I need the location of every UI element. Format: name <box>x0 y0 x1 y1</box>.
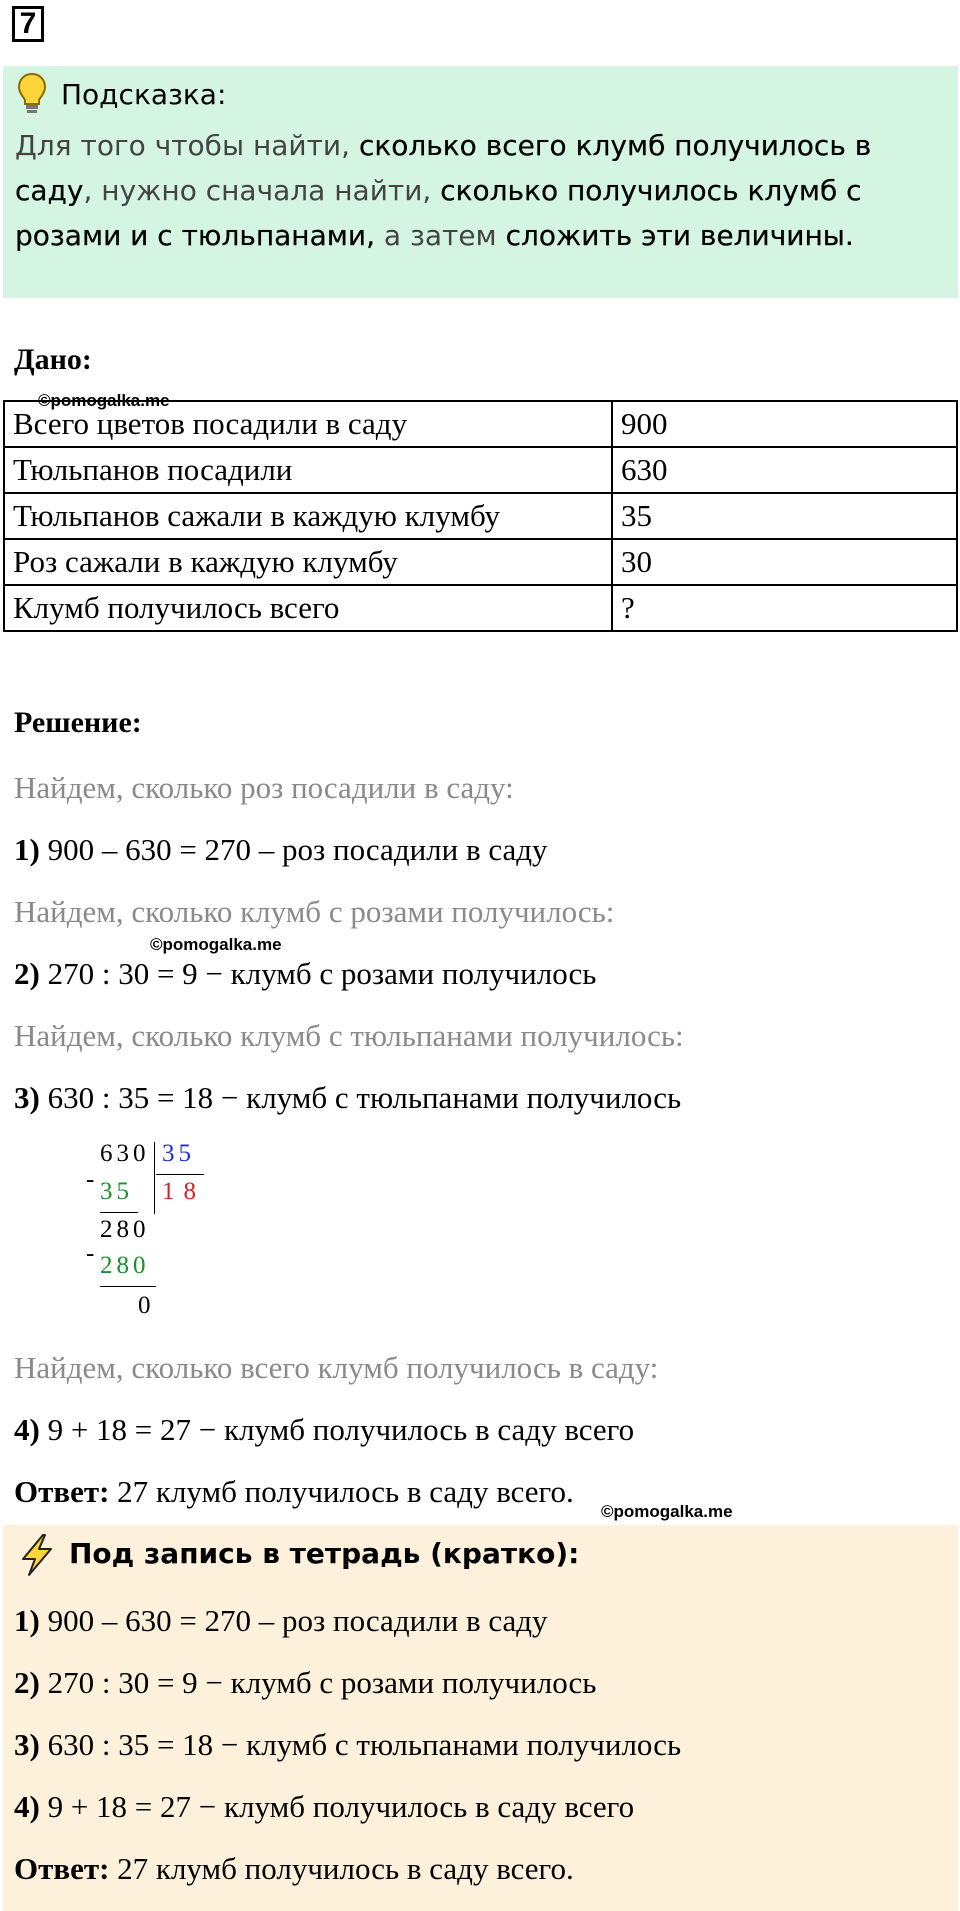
answer-label: Ответ: <box>14 1474 110 1509</box>
quotient: 18 <box>162 1178 205 1205</box>
step-number: 3) <box>14 1727 40 1762</box>
notes-step-4 <box>14 1789 634 1825</box>
task-number: 7 <box>12 6 44 42</box>
step-number: 2) <box>14 1665 40 1700</box>
step-number: 2) <box>14 956 40 991</box>
watermark: ©pomogalka.me <box>38 391 170 410</box>
step-number: 4) <box>14 1789 40 1824</box>
answer-text: 27 клумб получилось в саду всего. <box>109 1851 574 1886</box>
step-text: 900 – 630 = 270 – роз посадили в саду <box>39 832 548 867</box>
solution-heading: Решение: <box>14 706 142 739</box>
table-row <box>4 539 957 585</box>
step-number: 1) <box>14 1603 40 1638</box>
explain-step-3: Найдем, сколько клумб с тюльпанами получилось: <box>14 1018 684 1053</box>
hint-text <box>15 123 915 258</box>
notes-title: Под запись в тетрадь (кратко): <box>69 1537 580 1570</box>
divisor: 35 <box>162 1140 195 1167</box>
hint-title: Подсказка: <box>61 78 227 111</box>
solution-step-4 <box>14 1412 634 1448</box>
given-heading: Дано: <box>14 343 92 376</box>
step-text: 630 : 35 = 18 − клумб с тюльпанами получилось <box>39 1080 682 1115</box>
notes-step-2 <box>14 1665 596 1701</box>
long-division <box>86 1140 206 1330</box>
answer-label: Ответ: <box>14 1851 110 1886</box>
step-text: 900 – 630 = 270 – роз посадили в саду <box>39 1603 548 1638</box>
table-row <box>4 447 957 493</box>
notes-answer <box>14 1851 574 1887</box>
step-text: 270 : 30 = 9 − клумб с розами получилось <box>39 956 597 991</box>
table-row <box>4 493 957 539</box>
minus-sign: - <box>86 1166 99 1193</box>
given-label: Клумб получилось всего <box>4 585 612 631</box>
remainder-1: 280 <box>100 1216 150 1243</box>
step-number: 4) <box>14 1412 40 1447</box>
table-row <box>4 401 957 447</box>
subtrahend-2: 280 <box>100 1252 150 1279</box>
hint-emphasis: сложить эти величины. <box>505 219 854 252</box>
quotient-line <box>156 1174 204 1175</box>
subtraction-line <box>100 1286 156 1287</box>
dividend: 630 <box>100 1140 150 1167</box>
given-value: 630 <box>612 447 957 493</box>
hint-text-part: а затем <box>375 219 506 252</box>
lightbulb-icon <box>17 72 47 116</box>
minus-sign: - <box>86 1240 99 1267</box>
step-text: 270 : 30 = 9 − клумб с розами получилось <box>39 1665 597 1700</box>
watermark: ©pomogalka.me <box>601 1502 733 1521</box>
solution-step-1 <box>14 832 548 868</box>
hint-emphasis: сколько всего клумб получилось в саду <box>15 129 872 207</box>
lightning-icon <box>17 1533 57 1577</box>
given-value: 900 <box>612 401 957 447</box>
subtrahend-1: 35 <box>100 1178 133 1205</box>
step-text: 9 + 18 = 27 − клумб получилось в саду всего <box>39 1412 635 1447</box>
subtraction-line <box>100 1212 138 1213</box>
table-row <box>4 585 957 631</box>
hint-emphasis: сколько получилось клумб с розами и с тюльпанами, <box>15 174 862 252</box>
explain-step-1: Найдем, сколько роз посадили в саду: <box>14 770 514 805</box>
given-label: Тюльпанов посадили <box>4 447 612 493</box>
given-value: ? <box>612 585 957 631</box>
final-remainder: 0 <box>138 1292 155 1319</box>
notes-step-3 <box>14 1727 681 1763</box>
step-text: 630 : 35 = 18 − клумб с тюльпанами получилось <box>39 1727 682 1762</box>
hint-box <box>3 66 958 298</box>
given-label: Тюльпанов сажали в каждую клумбу <box>4 493 612 539</box>
step-number: 3) <box>14 1080 40 1115</box>
watermark: ©pomogalka.me <box>150 935 282 954</box>
solution-step-2 <box>14 956 596 992</box>
step-number: 1) <box>14 832 40 867</box>
given-label: Всего цветов посадили в саду <box>4 401 612 447</box>
solution-answer <box>14 1474 574 1510</box>
solution-step-3 <box>14 1080 681 1116</box>
given-label: Роз сажали в каждую клумбу <box>4 539 612 585</box>
given-table <box>3 400 958 632</box>
given-value: 35 <box>612 493 957 539</box>
answer-text: 27 клумб получилось в саду всего. <box>109 1474 574 1509</box>
hint-text-part: , нужно сначала найти, <box>83 174 441 207</box>
step-text: 9 + 18 = 27 − клумб получилось в саду всего <box>39 1789 635 1824</box>
explain-step-2: Найдем, сколько клумб с розами получилось: <box>14 894 615 929</box>
notes-step-1 <box>14 1603 548 1639</box>
given-value: 30 <box>612 539 957 585</box>
notes-box <box>3 1525 958 1911</box>
division-bar <box>154 1142 155 1214</box>
explain-step-4: Найдем, сколько всего клумб получилось в саду: <box>14 1350 659 1385</box>
hint-text-part: Для того чтобы найти, <box>15 129 359 162</box>
